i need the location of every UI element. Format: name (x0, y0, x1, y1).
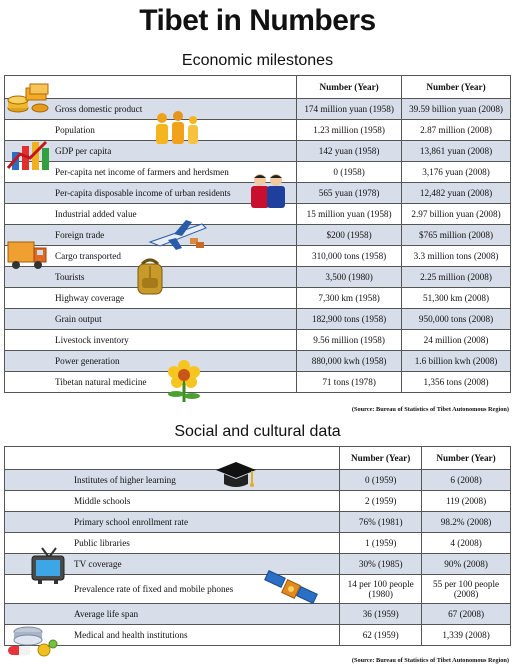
graduation-cap-icon (214, 460, 258, 490)
value-cell: 1 (1959) (340, 533, 422, 554)
value-cell: 174 million yuan (1958) (297, 99, 402, 120)
table-header-row (5, 76, 511, 99)
value-cell: 0 (1958) (297, 162, 402, 183)
value-cell: 1,356 tons (2008) (402, 372, 511, 393)
value-cell: 55 per 100 people (2008) (422, 575, 511, 604)
value-cell: 14 per 100 people (1980) (340, 575, 422, 604)
truck-icon (6, 236, 50, 272)
row-label: Highway coverage (5, 288, 297, 309)
value-cell: 1.6 billion kwh (2008) (402, 351, 511, 372)
table-row (5, 267, 511, 288)
value-cell: 98.2% (2008) (422, 512, 511, 533)
table-row (5, 288, 511, 309)
value-cell: 3,176 yuan (2008) (402, 162, 511, 183)
table-row (5, 309, 511, 330)
table-row (5, 351, 511, 372)
row-label: Industrial added value (5, 204, 297, 225)
row-label: Grain output (5, 309, 297, 330)
coins-icon (6, 82, 50, 116)
value-cell: 2.97 billion yuan (2008) (402, 204, 511, 225)
social-source-note: (Source: Bureau of Statistics of Tibet Autonomous Region) (351, 657, 509, 664)
row-label: Primary school enrollment rate (5, 512, 340, 533)
value-cell: 39.59 billion yuan (2008) (402, 99, 511, 120)
people-icon (150, 110, 202, 150)
row-label: Power generation (5, 351, 297, 372)
value-cell: 36 (1959) (340, 604, 422, 625)
row-label: Foreign trade (5, 225, 297, 246)
value-cell: 15 million yuan (1958) (297, 204, 402, 225)
value-cell: $765 million (2008) (402, 225, 511, 246)
row-label: Population (5, 120, 297, 141)
economic-source-note: (Source: Bureau of Statistics of Tibet Autonomous Region) (351, 406, 509, 413)
value-cell: 7,300 km (1958) (297, 288, 402, 309)
page-title: Tibet in Numbers (139, 4, 376, 37)
table-row (5, 604, 511, 625)
table-row (5, 625, 511, 646)
satellite-icon (264, 566, 318, 610)
value-cell: 0 (1959) (340, 470, 422, 491)
value-cell: 3.3 million tons (2008) (402, 246, 511, 267)
value-cell: 950,000 tons (2008) (402, 309, 511, 330)
table-row (5, 575, 511, 604)
value-cell: 182,900 tons (1958) (297, 309, 402, 330)
social-section-title: Social and cultural data (174, 423, 341, 440)
economic-section-title: Economic milestones (181, 52, 334, 69)
table-row (5, 330, 511, 351)
value-cell: 67 (2008) (422, 604, 511, 625)
value-cell: 76% (1981) (340, 512, 422, 533)
header-cell: Number (Year) (422, 447, 511, 470)
table-row (5, 491, 511, 512)
value-cell: 880,000 kwh (1958) (297, 351, 402, 372)
row-label: GDP per capita (5, 141, 297, 162)
row-label: Middle schools (5, 491, 340, 512)
value-cell: 62 (1959) (340, 625, 422, 646)
value-cell: 3,500 (1980) (297, 267, 402, 288)
table-row (5, 246, 511, 267)
value-cell: 13,861 yuan (2008) (402, 141, 511, 162)
value-cell: 310,000 tons (1958) (297, 246, 402, 267)
value-cell: 24 million (2008) (402, 330, 511, 351)
value-cell: 9.56 million (1958) (297, 330, 402, 351)
pills-icon (6, 622, 58, 658)
value-cell: 2 (1959) (340, 491, 422, 512)
value-cell: 4 (2008) (422, 533, 511, 554)
table-row (5, 120, 511, 141)
economic-table (4, 75, 511, 393)
row-label: Tourists (5, 267, 297, 288)
row-label: Medical and health institutions (5, 625, 340, 646)
row-label: Per-capita disposable income of urban residents (5, 183, 297, 204)
value-cell: 119 (2008) (422, 491, 511, 512)
row-label: Average life span (5, 604, 340, 625)
value-cell: 142 yuan (1958) (297, 141, 402, 162)
couple-icon (248, 172, 288, 210)
row-label: Tibetan natural medicine (5, 372, 297, 393)
value-cell: $200 (1958) (297, 225, 402, 246)
table-row (5, 533, 511, 554)
table-row (5, 141, 511, 162)
value-cell: 565 yuan (1978) (297, 183, 402, 204)
table-row (5, 225, 511, 246)
row-label: Public libraries (5, 533, 340, 554)
value-cell: 1,339 (2008) (422, 625, 511, 646)
flower-icon (164, 358, 204, 404)
airplane-icon (146, 216, 208, 252)
value-cell: 71 tons (1978) (297, 372, 402, 393)
tv-icon (30, 546, 68, 586)
row-label: Per-capita net income of farmers and herdsmen (5, 162, 297, 183)
row-label: Livestock inventory (5, 330, 297, 351)
bar-chart-icon (6, 138, 52, 172)
row-label: Cargo transported (5, 246, 297, 267)
table-row (5, 372, 511, 393)
header-cell: Number (Year) (402, 76, 511, 99)
header-cell: Number (Year) (340, 447, 422, 470)
table-row (5, 512, 511, 533)
row-label: Institutes of higher learning (5, 470, 340, 491)
row-label: Prevalence rate of fixed and mobile phones (5, 575, 340, 604)
table-row (5, 99, 511, 120)
value-cell: 2.25 million (2008) (402, 267, 511, 288)
backpack-icon (134, 256, 166, 296)
header-cell (5, 447, 340, 470)
row-label: Gross domestic product (5, 99, 297, 120)
header-cell: Number (Year) (297, 76, 402, 99)
value-cell: 2.87 million (2008) (402, 120, 511, 141)
value-cell: 90% (2008) (422, 554, 511, 575)
value-cell: 6 (2008) (422, 470, 511, 491)
table-row (5, 554, 511, 575)
value-cell: 30% (1985) (340, 554, 422, 575)
value-cell: 12,482 yuan (2008) (402, 183, 511, 204)
value-cell: 1.23 million (1958) (297, 120, 402, 141)
value-cell: 51,300 km (2008) (402, 288, 511, 309)
row-label: TV coverage (5, 554, 340, 575)
